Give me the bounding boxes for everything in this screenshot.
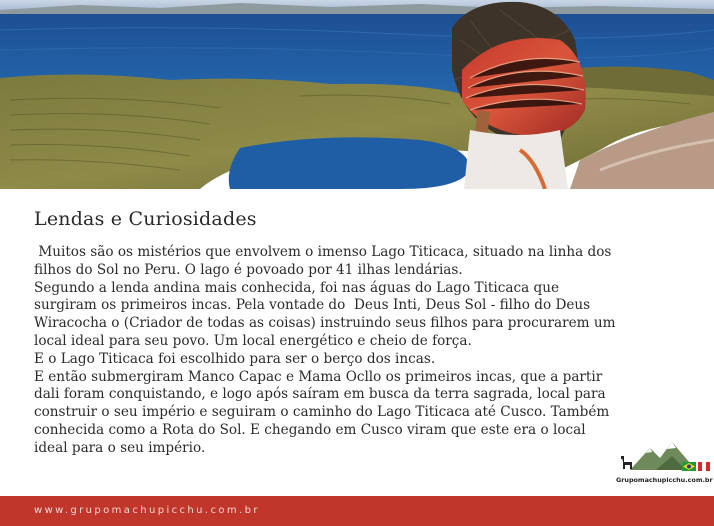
page-title: Lendas e Curiosidades [34, 208, 257, 230]
paragraph-line: Segundo a lenda andina mais conhecida, foi nas águas do Lago Titicaca que [34, 279, 559, 296]
hero-photo [0, 0, 714, 189]
footer-bar [0, 496, 714, 526]
paragraph-line: Wiracocha o (Criador de todas as coisas) instruindo seus filhos para procurarem um [34, 315, 616, 332]
llama-mountain-icon [616, 436, 712, 476]
brand-logo [616, 436, 712, 488]
paragraph-line: local ideal para seu povo. Um local energético e cheio de força. [34, 332, 472, 349]
paragraph-line: E o Lago Titicaca foi escolhido para ser o berço dos incas. [34, 350, 436, 367]
article-body [34, 244, 684, 458]
paragraph-line: filhos do Sol no Peru. O lago é povoado por 41 ilhas lendárias. [34, 261, 463, 278]
paragraph-line: ideal para o seu império. [34, 439, 206, 456]
paragraph-line: Muitos são os mistérios que envolvem o imenso Lago Titicaca, situado na linha dos [34, 244, 612, 260]
paragraph-line: construir o seu império e seguiram o caminho do Lago Titicaca até Cusco. Também [34, 404, 610, 421]
paragraph-line: dali foram conquistando, e logo após saíram em busca da terra sagrada, local para [34, 386, 606, 403]
paragraph-line: conhecida como a Rota do Sol. E chegando em Cusco viram que este era o local [34, 421, 586, 438]
logo-text: Grupomachupicchu.com.br [616, 476, 713, 484]
website-link[interactable]: www.grupomachupicchu.com.br [34, 505, 260, 516]
paragraph-line: E então submergiram Manco Capac e Mama Ocllo os primeiros incas, que a partir [34, 368, 603, 385]
paragraph-line: surgiram os primeiros incas. Pela vontade do Deus Inti, Deus Sol - filho do Deus [34, 297, 591, 314]
